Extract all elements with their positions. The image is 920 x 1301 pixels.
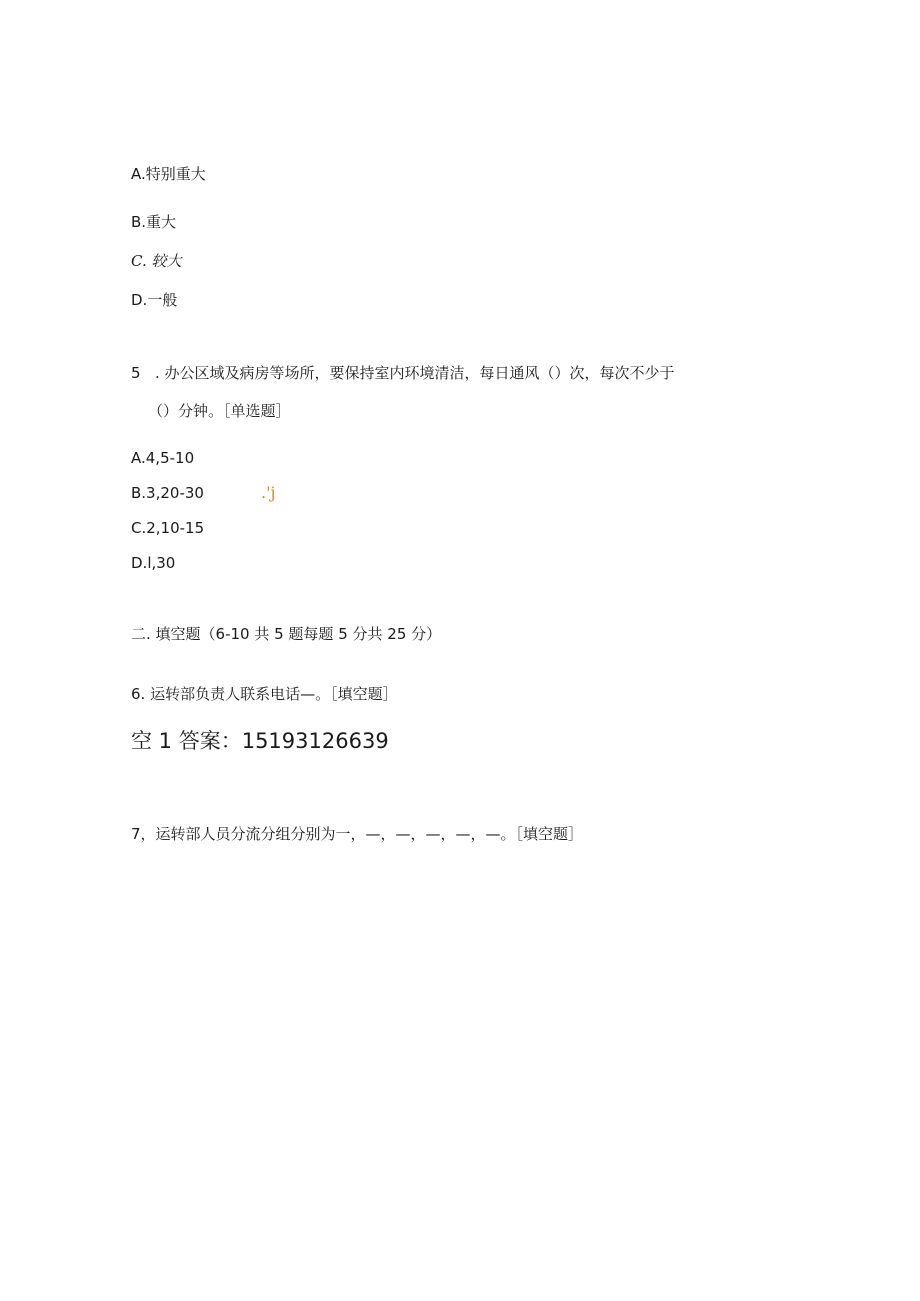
option-a: A.特别重大 [131, 165, 206, 183]
option-c: C.2,10-15 [131, 519, 205, 537]
answer-text: 空 1 答案：15193126639 [131, 729, 389, 753]
option-c: C. 较大 [131, 252, 182, 270]
question-text: . 办公区域及病房等场所，要保持室内环境清洁，每日通风（）次，每次不少于 [155, 364, 675, 382]
stray-mark: .'j [261, 483, 276, 502]
option-b: B.3,20-30 [131, 484, 204, 502]
option-a: A.4,5-10 [131, 449, 195, 467]
question-number: 5 [131, 364, 141, 382]
option-d: D.l,30 [131, 554, 176, 572]
question-text: 7，运转部人员分流分组分别为一，—，—，—，—，—。［填空题］ [131, 825, 584, 843]
question-text: 6. 运转部负责人联系电话—。［填空题］ [131, 685, 398, 703]
question-text-continued: （）分钟。［单选题］ [148, 402, 291, 420]
option-d: D.一般 [131, 291, 178, 309]
option-b: B.重大 [131, 213, 177, 231]
section-title: 二. 填空题（6-10 共 5 题每题 5 分共 25 分） [131, 625, 442, 643]
